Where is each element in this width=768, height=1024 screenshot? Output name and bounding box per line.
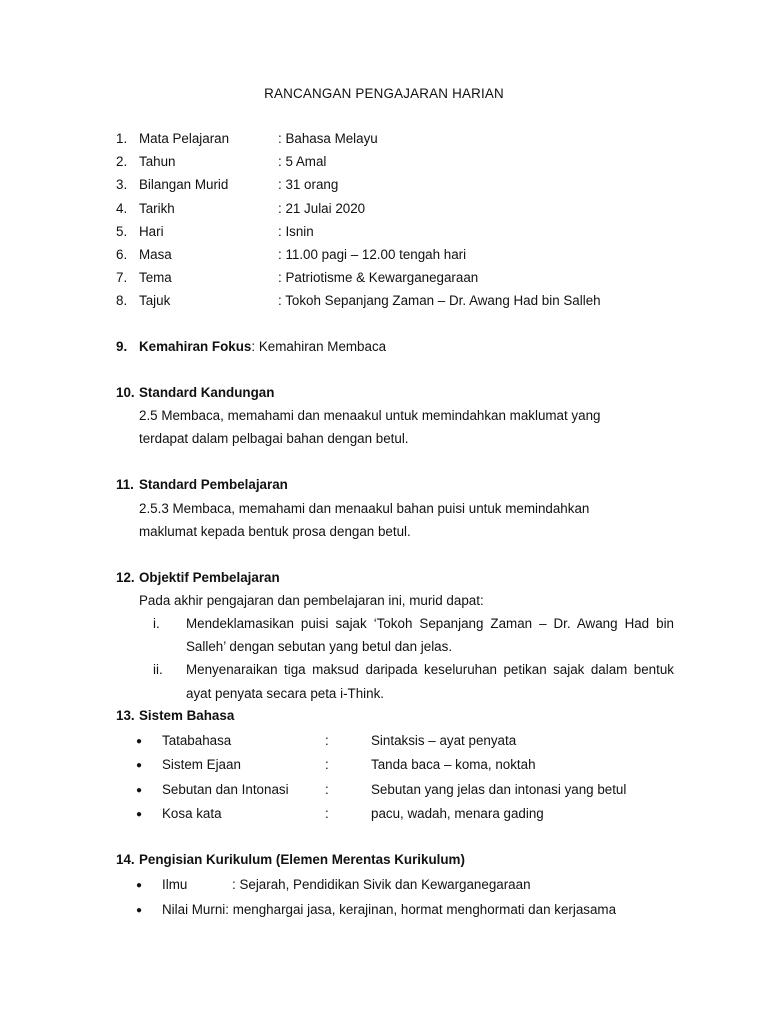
objective-item (139, 658, 674, 704)
item-number: 6. (116, 246, 128, 262)
objectives-list (139, 612, 674, 705)
list-item (136, 901, 616, 926)
info-value: : 5 Amal (278, 154, 327, 170)
bullet-icon: ● (136, 880, 143, 891)
item-label: Nilai Murni (162, 902, 226, 917)
section-content-standard-text (139, 404, 600, 450)
item-value: Sintaksis – ayat penyata (371, 733, 517, 748)
item-label: Sebutan dan Intonasi (162, 781, 289, 797)
info-row-day (116, 223, 601, 246)
section-learning-standard-heading (116, 477, 288, 492)
paragraph-line: terdapat dalam pelbagai bahan dengan betul. (139, 431, 409, 447)
bullet-icon: ● (136, 760, 143, 772)
section-value: : Kemahiran Membaca (251, 339, 387, 354)
section-number: 11. (116, 477, 134, 492)
item-colon: : (325, 806, 329, 822)
info-value: : 31 orang (278, 177, 339, 193)
roman-numeral: i. (153, 616, 160, 631)
curriculum-list (136, 876, 616, 926)
item-number: 3. (116, 177, 128, 193)
section-content-standard-heading (116, 385, 274, 400)
document-title: RANCANGAN PENGAJARAN HARIAN (264, 86, 504, 101)
item-value: pacu, wadah, menara gading (371, 806, 544, 822)
item-number: 8. (116, 293, 128, 309)
info-row-year (116, 153, 601, 176)
objectives-intro: Pada akhir pengajaran dan pembelajaran ini, murid dapat: (139, 593, 484, 608)
section-focus-skill (116, 339, 386, 354)
item-value: : menghargai jasa, kerajinan, hormat menghormati dan kerjasama (225, 902, 617, 917)
bullet-icon: ● (136, 784, 143, 796)
section-curriculum-heading (116, 852, 465, 867)
info-label: Tajuk (139, 293, 171, 309)
item-number: 1. (116, 131, 128, 146)
section-objectives-heading (116, 570, 280, 585)
lesson-info-list (116, 130, 601, 316)
paragraph-line: 2.5.3 Membaca, memahami dan menaakul bahan puisi untuk memindahkan (139, 501, 590, 516)
info-label: Hari (139, 223, 164, 239)
paragraph-line: 2.5 Membaca, memahami dan menaakul untuk memindahkan maklumat yang (139, 408, 601, 423)
section-language-system-heading (116, 708, 234, 723)
item-label: Tatabahasa (162, 733, 232, 748)
section-heading: Standard Kandungan (139, 385, 275, 400)
section-heading: Sistem Bahasa (139, 708, 235, 723)
bullet-icon: ● (136, 905, 143, 916)
list-item (136, 805, 626, 829)
item-colon: : (325, 781, 329, 797)
item-number: 7. (116, 270, 128, 286)
section-heading: Standard Pembelajaran (139, 477, 288, 492)
roman-numeral: ii. (153, 662, 163, 678)
info-row-theme (116, 269, 601, 292)
item-value: Sebutan yang jelas dan intonasi yang betul (371, 781, 627, 797)
info-label: Masa (139, 246, 172, 262)
list-item (136, 756, 626, 780)
info-value: : Tokoh Sepanjang Zaman – Dr. Awang Had bin Salleh (278, 293, 601, 309)
item-label: Kosa kata (162, 806, 222, 822)
item-number: 4. (116, 200, 128, 216)
section-number: 10. (116, 385, 135, 400)
bullet-icon: ● (136, 809, 143, 821)
section-number: 9. (116, 339, 128, 354)
info-value: : Isnin (278, 223, 314, 239)
list-item (136, 781, 626, 805)
objective-text: Menyenaraikan tiga maksud daripada keseluruhan petikan sajak dalam bentuk ayat penyata secara peta i-Think. (186, 662, 674, 701)
info-label: Bilangan Murid (139, 177, 229, 193)
section-number: 13. (116, 708, 135, 723)
objective-item (139, 612, 674, 658)
item-colon: : (325, 757, 329, 773)
list-item (136, 876, 616, 901)
objective-text: Mendeklamasikan puisi sajak ‘Tokoh Sepanjang Zaman – Dr. Awang Had bin Salleh’ dengan sebutan yang betul dan jelas. (186, 616, 674, 655)
info-row-date (116, 200, 601, 223)
info-value: : 21 Julai 2020 (278, 200, 366, 216)
info-row-subject (116, 130, 601, 153)
language-system-list (136, 732, 626, 830)
info-row-topic (116, 292, 601, 315)
info-row-students (116, 176, 601, 199)
item-value: : Sejarah, Pendidikan Sivik dan Kewarganegaraan (232, 877, 531, 892)
info-label: Tarikh (139, 200, 175, 216)
item-number: 5. (116, 223, 128, 239)
section-heading: Pengisian Kurikulum (Elemen Merentas Kurikulum) (139, 852, 465, 867)
section-learning-standard-text (139, 497, 589, 543)
info-label: Tahun (139, 154, 176, 170)
section-number: 14. (116, 852, 135, 867)
list-item (136, 732, 626, 756)
info-label: Mata Pelajaran (139, 131, 230, 146)
info-label: Tema (139, 270, 172, 286)
section-heading: Kemahiran Fokus (139, 339, 252, 354)
section-heading: Objektif Pembelajaran (139, 570, 280, 585)
item-colon: : (325, 733, 329, 748)
bullet-icon: ● (136, 736, 143, 747)
item-value: Tanda baca – koma, noktah (371, 757, 536, 773)
item-number: 2. (116, 154, 128, 170)
info-value: : Patriotisme & Kewarganegaraan (278, 270, 479, 286)
section-number: 12. (116, 570, 135, 585)
item-label: Sistem Ejaan (162, 757, 241, 773)
paragraph-line: maklumat kepada bentuk prosa dengan betul. (139, 524, 411, 540)
info-value: : Bahasa Melayu (278, 131, 378, 146)
info-value: : 11.00 pagi – 12.00 tengah hari (278, 246, 467, 262)
item-label: Ilmu (162, 877, 188, 892)
info-row-time (116, 246, 601, 269)
